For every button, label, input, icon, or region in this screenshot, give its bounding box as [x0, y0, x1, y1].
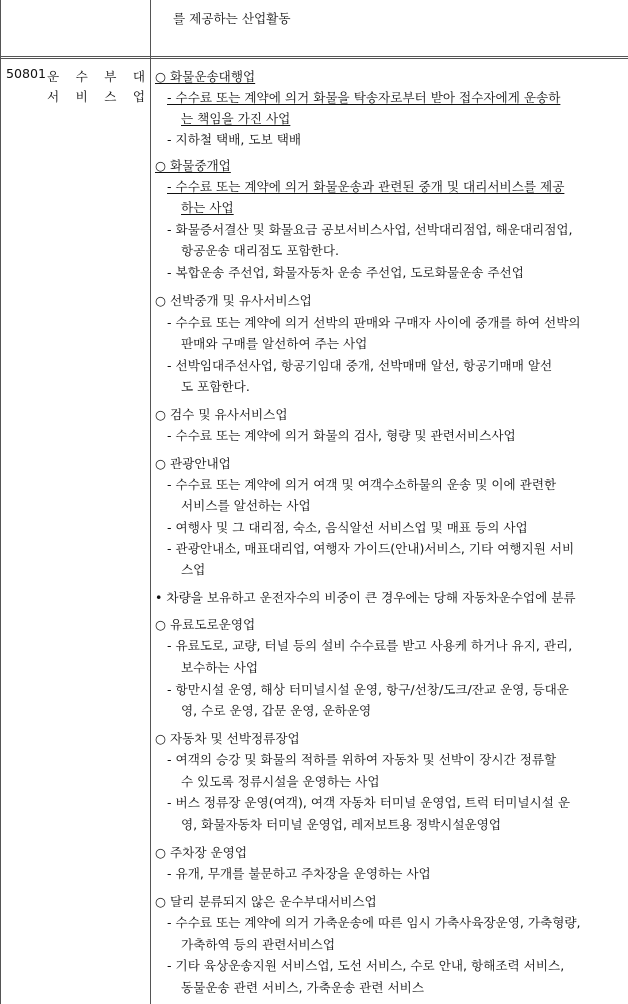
description-line: - 항만시설 운영, 해상 터미널시설 운영, 항구/선창/도크/잔교 운영, 등대운 — [167, 682, 569, 697]
name-char: 부 — [104, 69, 117, 84]
entry-name-line-2 — [47, 86, 145, 105]
entry-code: 50801 — [6, 66, 47, 81]
item-heading: ○ 화물중개업 — [155, 158, 231, 173]
description-line: - 수수료 또는 계약에 의거 선박의 판매와 구매자 사이에 중개를 하여 선박의 — [167, 315, 581, 330]
name-char: 스 — [104, 89, 117, 104]
description-line: - 유료도로, 교량, 터널 등의 설비 수수료를 받고 사용케 하거나 유지, 관리, — [167, 638, 573, 653]
name-char: 비 — [75, 89, 88, 104]
description-line: - 여객의 승강 및 화물의 적하를 위하여 자동차 및 선박이 장시간 정류할 — [167, 752, 557, 767]
description-line: - 수수료 또는 계약에 의거 여객 및 여객수소하물의 운송 및 이에 관련한 — [167, 477, 557, 492]
table-left-border — [0, 0, 1, 1004]
item-heading: ○ 검수 및 유사서비스업 — [155, 407, 288, 422]
previous-entry-continuation: 를 제공하는 산업활동 — [173, 11, 291, 26]
description-line: 가축하역 등의 관련서비스업 — [181, 937, 335, 952]
row-divider-top — [0, 56, 628, 57]
description-line: - 복합운송 주선업, 화물자동차 운송 주선업, 도로화물운송 주선업 — [167, 265, 524, 280]
item-heading: ○ 관광안내업 — [155, 456, 231, 471]
item-heading: ○ 유료도로운영업 — [155, 617, 256, 632]
description-line: 는 책임을 가진 사업 — [181, 111, 291, 126]
description-line: - 지하철 택배, 도보 택배 — [167, 132, 302, 147]
description-line: 서비스를 알선하는 사업 — [181, 498, 311, 513]
description-line: - 여행사 및 그 대리점, 숙소, 음식알선 서비스업 및 매표 등의 사업 — [167, 520, 528, 535]
description-line: 스업 — [181, 562, 206, 577]
name-char: 업 — [132, 89, 145, 104]
description-line: - 수수료 또는 계약에 의거 화물운송과 관련된 중개 및 대리서비스를 제공 — [167, 179, 565, 194]
name-char: 대 — [132, 69, 145, 84]
name-char: 서 — [47, 89, 60, 104]
description-line: 도 포함한다. — [181, 379, 250, 394]
description-line: - 선박임대주선사업, 항공기임대 중개, 선박매매 알선, 항공기매매 알선 — [167, 358, 553, 373]
item-heading: ○ 자동차 및 선박정류장업 — [155, 731, 300, 746]
description-line: - 기타 육상운송지원 서비스업, 도선 서비스, 수로 안내, 항해조력 서비스, — [167, 958, 565, 973]
column-divider — [150, 0, 151, 1004]
description-line: - 관광안내소, 매표대리업, 여행자 가이드(안내)서비스, 기타 여행지원 서비 — [167, 541, 575, 556]
description-line: 하는 사업 — [181, 200, 234, 215]
description-line: 보수하는 사업 — [181, 660, 258, 675]
row-divider-double — [0, 58, 628, 59]
description-line: - 수수료 또는 계약에 의거 가축운송에 따른 임시 가축사육장운영, 가축형량, — [167, 915, 581, 930]
name-char: 운 — [47, 69, 60, 84]
description-line: 영, 화물자동차 터미널 운영업, 레저보트용 정박시설운영업 — [181, 817, 501, 832]
description-line: 동물운송 관련 서비스, 가축운송 관련 서비스 — [181, 980, 424, 995]
description-line: 영, 수로 운영, 갑문 운영, 운하운영 — [181, 703, 372, 718]
note-line: • 차량을 보유하고 운전자수의 비중이 큰 경우에는 당해 자동차운수업에 분류 — [155, 590, 576, 605]
description-line: - 버스 정류장 운영(여객), 여객 자동차 터미널 운영업, 트럭 터미널시설 운 — [167, 795, 571, 810]
description-line: 판매와 구매를 알선하여 주는 사업 — [181, 336, 368, 351]
name-char: 수 — [75, 69, 88, 84]
item-heading: ○ 달리 분류되지 않은 운수부대서비스업 — [155, 894, 377, 909]
description-line: - 유개, 무개를 불문하고 주차장을 운영하는 사업 — [167, 866, 431, 881]
description-line: 수 있도록 정류시설을 운영하는 사업 — [181, 774, 380, 789]
description-line: - 수수료 또는 계약에 의거 화물을 탁송자로부터 받아 접수자에게 운송하 — [167, 90, 561, 105]
item-heading: ○ 주차장 운영업 — [155, 845, 247, 860]
item-heading: ○ 선박중개 및 유사서비스업 — [155, 293, 312, 308]
description-line: 항공운송 대리점도 포함한다. — [181, 243, 339, 258]
item-heading: ○ 화물운송대행업 — [155, 69, 256, 84]
description-line: - 수수료 또는 계약에 의거 화물의 검사, 형량 및 관련서비스사업 — [167, 428, 516, 443]
description-line: - 화물증서결산 및 화물요금 공보서비스사업, 선박대리점업, 해운대리점업, — [167, 222, 573, 237]
entry-name-line-1 — [47, 66, 145, 85]
